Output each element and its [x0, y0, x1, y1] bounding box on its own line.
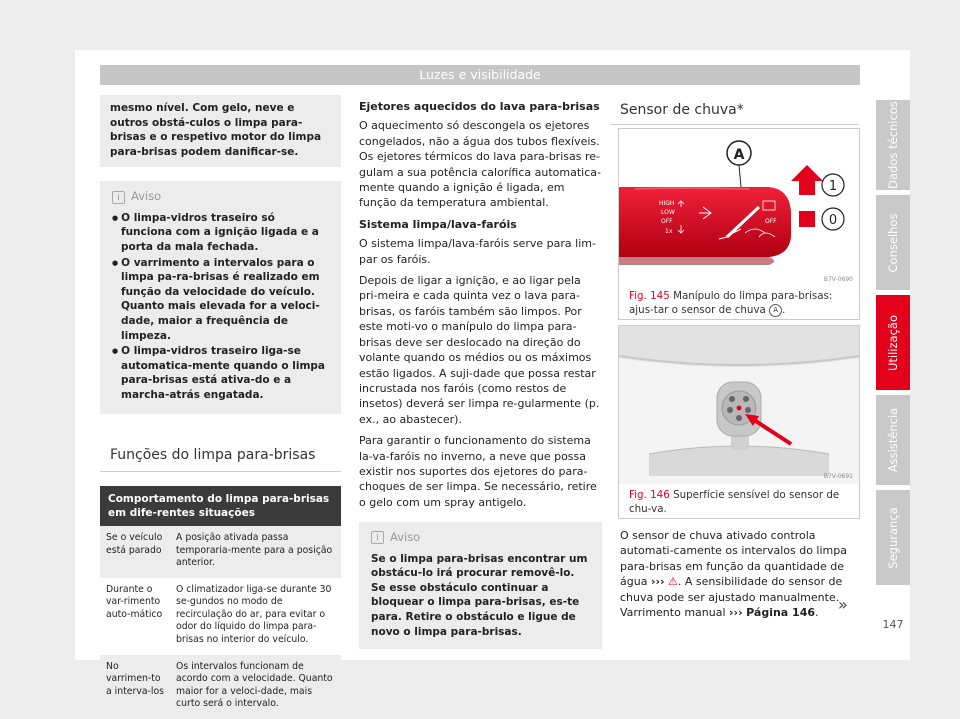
wiper-functions-table [100, 486, 341, 719]
tab-label: Assistência [886, 407, 900, 473]
figure-number: Fig. 146 [629, 489, 670, 501]
figure-caption [629, 488, 851, 516]
caption-text: Superfície sensível do sensor de chu-va. [629, 489, 840, 515]
table-row [100, 578, 341, 655]
figure-146 [618, 325, 860, 519]
note-title: Aviso [390, 530, 421, 545]
table-row [100, 526, 341, 578]
note-body [100, 209, 341, 414]
lever-label-high: HIGH [659, 200, 675, 207]
tab-label: Dados técnicos [886, 101, 900, 189]
page-number: 147 [882, 618, 904, 631]
tab-assistencia[interactable] [876, 395, 910, 485]
note-item: ● O limpa-vidros traseiro só funciona com a ignição ligada e a porta da mala fechada. [112, 211, 329, 255]
figure-code: B7V-0691 [823, 473, 853, 480]
lever-label-low: LOW [661, 209, 675, 216]
figure-145 [618, 128, 860, 320]
table-header: Comportamento do limpa para-brisas em dife-rentes situações [100, 486, 341, 526]
figure-code: B7V-0690 [823, 276, 853, 283]
wiper-lever-illustration [619, 129, 859, 287]
table-cell-situation: Se o veículo está parado [100, 526, 170, 578]
note-item: ● O limpa-vidros traseiro liga-se automatica-mente quando o limpa para-brisas está ativa-do e a marcha-atrás engatada. [112, 344, 329, 402]
paragraph-text: . A sensibilidade do sensor de chuva pode ser ajustado manualmente. Varrimento manual [620, 575, 843, 620]
left-column [100, 95, 341, 719]
section-title: Funções do limpa para-brisas [110, 446, 316, 463]
tab-label: Segurança [886, 506, 900, 569]
tab-label: Utilização [886, 314, 900, 371]
tab-label: Conselhos [886, 213, 900, 272]
warning-text: mesmo nível. Com gelo, neve e outros obstá-culos o limpa para-brisas e o respetivo motor do limpa para-brisas podem danificar-se. [110, 102, 322, 158]
note-item: ● O varrimento a intervalos para o limpa pa-ra-brisas é realizado em função da velocidade do veículo. Quanto mais elevada for a veloci-dade, maior a frequência de limpeza. [112, 256, 329, 344]
subheading-headlight-washer: Sistema limpa/lava-faróis [359, 217, 517, 231]
figure-number: Fig. 145 [629, 290, 670, 302]
note-box [359, 522, 602, 649]
note-header [100, 181, 341, 208]
page-reference-link[interactable]: Página 146 [746, 606, 816, 620]
figure-145-image [619, 129, 859, 287]
paragraph: O sistema limpa/lava-faróis serve para lim-par os faróis. [359, 237, 596, 266]
table-cell-behavior: O climatizador liga-se durante 30 se-gundos no modo de recirculação do ar, para evitar o odor do líquido do limpa para-brisas no interior do veículo. [176, 583, 332, 646]
table-cell-situation: Durante o var-rimento auto-mático [106, 583, 163, 620]
note-header [359, 522, 602, 549]
paragraph: O aquecimento só descongela os ejetores congelados, não a água dos tubos flexíveis. Os ejetores térmicos do lava para-brisas re-gulam a sua potência calorífica automatica-mente quando a ignição é ligada, em função da temperatura ambiental. [359, 119, 601, 210]
lever-label-off: OFF [661, 218, 673, 225]
info-icon: i [112, 191, 125, 204]
callout-ref-a: A [769, 304, 782, 317]
rain-sensor-paragraph: O sensor de chuva ativado controla automati-camente os intervalos do limpa para-brisas em função da quantidade de água ››› ⚠. A sensibilidade do sensor de chuva pode ser ajustado manualmente. Varrimento manual ››› Página 146. [620, 529, 847, 620]
caption-text: Manípulo do limpa para-brisas: ajus-tar o sensor de chuva [629, 290, 833, 316]
section-divider [610, 124, 858, 125]
subheading-heated-jets: Ejetores aquecidos do lava para-brisas [359, 100, 600, 113]
continue-marker: » [838, 595, 848, 614]
chapter-header: Luzes e visibilidade [100, 65, 860, 85]
callout-a: A [733, 147, 745, 163]
note-body: Se o limpa para-brisas encontrar um obstácu-lo irá procurar removê-lo. Se esse obstáculo continuar a bloquear o limpa para-brisas, es-te para. Retire o obstáculo e ligue de novo o limpa para-brisas. [371, 552, 588, 638]
paragraph-text: O sensor de chuva ativado controla automati-camente os intervalos do limpa para-brisas em função da quantidade de água [620, 529, 847, 589]
xref-arrows: ››› [650, 575, 665, 589]
tab-dados-tecnicos[interactable] [876, 100, 910, 190]
callout-1: 1 [828, 179, 838, 194]
info-icon: i [371, 531, 384, 544]
tab-conselhos[interactable] [876, 195, 910, 290]
lever-label-1x: 1x [665, 228, 673, 235]
table-cell-situation: No varrimen-to a interva-los [100, 655, 170, 719]
lever-label-off-right: OFF [765, 218, 777, 225]
warning-triangle-icon: ⚠ [668, 575, 678, 589]
xref-arrows: ››› [729, 606, 743, 620]
warning-continuation [100, 95, 341, 167]
section-divider [100, 471, 341, 472]
table-cell-behavior: A posição ativada passa temporaria-mente para a posição anterior. [170, 526, 341, 578]
callout-0: 0 [828, 213, 838, 228]
figure-146-image [619, 326, 859, 484]
tab-utilizacao[interactable] [876, 295, 910, 390]
middle-column [359, 99, 602, 649]
note-box [100, 181, 341, 413]
rain-sensor-illustration [619, 326, 859, 484]
figure-caption: Fig. 145 Manípulo do limpa para-brisas: ajus-tar o sensor de chuva A . [629, 290, 833, 316]
section-title: Sensor de chuva* [620, 102, 744, 118]
note-title: Aviso [131, 189, 162, 204]
tab-seguranca[interactable] [876, 490, 910, 585]
paragraph: Para garantir o funcionamento do sistema la-va-faróis no inverno, a neve que possa existir nos suportes dos ejetores do para-choques de ser limpa. Se necessário, retire o gelo com um spray antigelo. [359, 434, 597, 509]
table-row [100, 655, 341, 719]
table-cell-behavior: Os intervalos funcionam de acordo com a velocidade. Quanto maior for a veloci-dade, mais curto será o intervalo. [170, 655, 341, 719]
paragraph: Depois de ligar a ignição, e ao ligar pela pri-meira e cada quinta vez o lava para-brisas, os faróis também são limpos. Por este moti-vo o manípulo do limpa para-brisas deve ser deslocado na direção do volante quando os médios ou os máximos estão ligados. A suji-dade que possa restar incrustada nos faróis (como restos de insetos) deverá ser limpa re-gularmente (p. ex., ao abastecer). [359, 274, 600, 426]
